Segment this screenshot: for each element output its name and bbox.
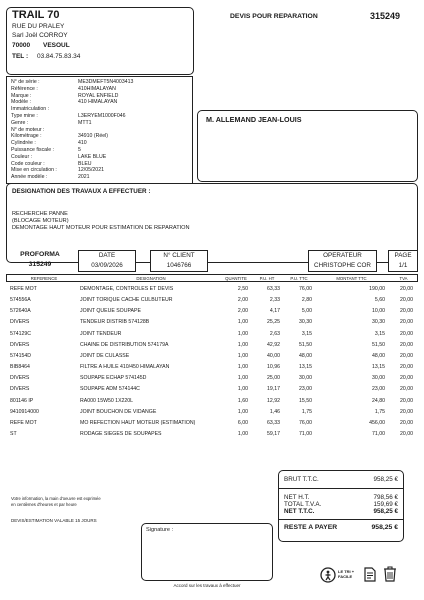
row-unit-price-ttc: 51,50: [299, 341, 312, 348]
row-quantity: 2,50: [237, 286, 248, 292]
row-unit-price-ht: 19,17: [267, 386, 280, 393]
total-vat-label: TOTAL T.V.A.: [284, 501, 322, 508]
row-unit-price-ht: 59,17: [267, 430, 280, 437]
row-reference: 9410914000: [10, 408, 39, 415]
company-postcode: 70000: [12, 42, 31, 49]
row-vat: 20,00: [400, 430, 413, 437]
vehicle-field-value: 2021: [78, 174, 90, 181]
row-designation: MO REFECTION HAUT MOTEUR (ESTIMATION): [80, 419, 196, 426]
table-row: [6, 429, 418, 439]
triman-icon: [320, 567, 336, 583]
row-unit-price-ttc: 1,75: [301, 408, 312, 415]
header-reference: REFERENCE: [30, 276, 58, 281]
row-vat: 20,00: [400, 375, 413, 382]
row-unit-price-ttc: 15,50: [299, 397, 312, 404]
totals-divider: [279, 488, 403, 489]
row-unit-price-ht: 25,00: [267, 375, 280, 382]
vehicle-field-value: 5: [78, 147, 81, 153]
row-unit-price-ttc: 76,00: [299, 286, 312, 292]
row-quantity: 1,00: [237, 319, 248, 326]
row-designation: DEMONTAGE, CONTROLES ET DEVIS: [80, 286, 174, 292]
row-unit-price-ht: 4,17: [269, 308, 280, 315]
row-unit-price-ht: 1,46: [269, 408, 280, 415]
row-amount-ttc: 1,75: [374, 408, 385, 415]
recycle-label: LE TRI + FACILE: [338, 569, 355, 579]
vehicle-field-label: N° de moteur :: [11, 126, 45, 133]
row-unit-price-ht: 10,96: [267, 364, 280, 371]
net-ttc-value: 958,25 €: [373, 508, 398, 515]
date-value: 03/09/2026: [91, 262, 123, 269]
row-designation: JOINT TENDEUR: [80, 330, 122, 337]
row-designation: JOINT TORIQUE CACHE CULBUTEUR: [80, 297, 173, 304]
row-reference: REFE MOT: [10, 286, 37, 292]
vehicle-field-label: Modèle :: [11, 99, 31, 106]
operator-value: CHRISTOPHE COR: [314, 262, 371, 269]
header-amount-ttc: MONTANT TTC: [336, 276, 367, 281]
row-amount-ttc: 48,00: [372, 352, 385, 359]
document-title: DEVIS POUR REPARATION: [230, 13, 318, 20]
designation-line: RECHERCHE PANNE: [12, 211, 68, 217]
total-vat-value: 159,69 €: [373, 501, 398, 508]
row-reference: DIVERS: [10, 386, 30, 393]
table-row: [6, 340, 418, 350]
row-amount-ttc: 190,00: [369, 286, 385, 292]
vehicle-field-value: BLEU: [78, 160, 92, 167]
row-quantity: 1,00: [237, 386, 248, 393]
company-tel: 03.84.75.83.34: [37, 53, 81, 60]
vehicle-field-label: Référence :: [11, 85, 38, 92]
row-designation: JOINT DE CULASSE: [80, 352, 130, 359]
operator-cell: [308, 250, 377, 272]
proforma-label: PROFORMA: [20, 251, 60, 258]
table-header: [6, 274, 418, 282]
row-vat: 20,00: [400, 352, 413, 359]
row-designation: RA000 15W50 1X220L: [80, 397, 134, 404]
row-quantity: 1,00: [237, 341, 248, 348]
company-address-box: [6, 7, 194, 75]
company-owner: Sarl Joël CORROY: [12, 32, 68, 39]
row-vat: 20,00: [400, 408, 413, 415]
row-reference: 574154D: [10, 352, 32, 359]
page-label: PAGE: [394, 252, 412, 259]
client-number-label: N° CLIENT: [163, 252, 195, 259]
row-vat: 20,00: [400, 286, 413, 292]
row-reference: 574129C: [10, 330, 32, 337]
header-quantity: QUANTITE: [225, 276, 247, 281]
row-reference: DIVERS: [10, 341, 30, 348]
vehicle-field-label: Kilométrage :: [11, 133, 42, 140]
table-row: [6, 295, 418, 305]
row-designation: SOUPAPE ECHAP 574145D: [80, 375, 147, 382]
table-row: [6, 284, 418, 294]
row-vat: 20,00: [400, 319, 413, 326]
row-designation: SOUPAPE ADM 574144C: [80, 386, 140, 393]
vehicle-field-value: 34910 (Réel): [78, 133, 108, 140]
vehicle-field-value: LAKE BLUE: [78, 153, 107, 160]
proforma-cell: [6, 250, 74, 272]
row-amount-ttc: 13,15: [372, 364, 385, 371]
row-designation: CHAINE DE DISTRIBUTION 574179A: [80, 341, 169, 348]
table-row: [6, 407, 418, 417]
row-unit-price-ttc: 5,00: [301, 308, 312, 315]
table-row: [6, 306, 418, 316]
row-amount-ttc: 30,00: [372, 375, 385, 382]
row-amount-ttc: 30,30: [372, 319, 385, 326]
row-quantity: 1,00: [237, 408, 248, 415]
brut-ttc-label: BRUT T.T.C.: [284, 476, 319, 483]
row-unit-price-ht: 63,33: [267, 286, 280, 292]
row-unit-price-ht: 40,00: [267, 352, 280, 359]
designation-line: (BLOCAGE MOTEUR): [12, 218, 69, 224]
row-designation: JOINT BOUCHON DE VIDANGE: [80, 408, 157, 415]
page-cell: [388, 250, 418, 272]
row-quantity: 1,00: [237, 352, 248, 359]
table-row: [6, 384, 418, 394]
vehicle-field-value: L3ERYEM1000F046: [78, 113, 126, 119]
row-vat: 20,00: [400, 330, 413, 337]
table-row: [6, 351, 418, 361]
company-tel-label: TEL :: [12, 53, 29, 60]
designation-line: DEMONTAGE HAUT MOTEUR POUR ESTIMATION DE REPARATION: [12, 225, 190, 231]
vehicle-field-label: Type mine :: [11, 113, 38, 119]
labour-note-line: Votre information, la main d'oeuvre est exprimée: [11, 496, 101, 501]
row-amount-ttc: 10,00: [372, 308, 385, 315]
row-amount-ttc: 456,00: [369, 419, 385, 426]
row-unit-price-ttc: 3,15: [301, 330, 312, 337]
labour-note-line: en centièmes d'heures et par heure: [11, 502, 77, 507]
row-amount-ttc: 3,15: [374, 330, 385, 337]
vehicle-field-value: 410: [78, 140, 87, 147]
vehicle-info-box: [6, 76, 193, 184]
row-vat: 20,00: [400, 397, 413, 404]
row-unit-price-ht: 2,33: [269, 297, 280, 304]
row-unit-price-ttc: 71,00: [299, 430, 312, 437]
row-designation: JOINT QUEUE SOUPAPE: [80, 308, 141, 315]
row-designation: RODAGE SIEGES DE SOUPAPES: [80, 430, 162, 437]
vehicle-field-label: Cylindrée :: [11, 140, 36, 147]
row-reference: BIB8464: [10, 364, 30, 371]
table-row: [6, 418, 418, 428]
vehicle-field-value: ME3DMEFT5N4003413: [78, 79, 134, 85]
vehicle-field-value: ROYAL ENFIELD: [78, 92, 119, 99]
date-label: DATE: [98, 252, 116, 259]
row-unit-price-ttc: 23,00: [299, 386, 312, 393]
row-unit-price-ttc: 30,30: [299, 319, 312, 326]
vehicle-field-label: Couleur :: [11, 153, 33, 160]
row-vat: 20,00: [400, 297, 413, 304]
row-reference: 801146 IP: [10, 397, 34, 404]
vehicle-field-label: Genre :: [11, 119, 29, 126]
row-amount-ttc: 23,00: [372, 386, 385, 393]
row-unit-price-ttc: 13,15: [299, 364, 312, 371]
net-ht-value: 798,56 €: [373, 494, 398, 501]
document-number: 315249: [370, 11, 401, 21]
vehicle-field-value: MTT1: [78, 119, 92, 126]
company-street: RUE DU PRALEY: [12, 23, 65, 30]
row-vat: 20,00: [400, 308, 413, 315]
row-unit-price-ht: 2,63: [269, 330, 280, 337]
row-designation: FILTRE A HUILE 410/450 HIMALAYAN: [80, 364, 170, 371]
balance-due-value: 958,25 €: [371, 524, 398, 531]
table-row: [6, 317, 418, 327]
operator-label: OPERATEUR: [323, 252, 362, 259]
totals-divider: [279, 519, 403, 520]
row-unit-price-ht: 42,92: [267, 341, 280, 348]
row-quantity: 1,00: [237, 430, 248, 437]
vehicle-field-value: 410 HIMALAYAN: [78, 99, 118, 106]
client-name: M. ALLEMAND JEAN-LOUIS: [206, 115, 302, 124]
row-amount-ttc: 5,60: [374, 297, 385, 304]
company-name: TRAIL 70: [12, 9, 60, 21]
row-vat: 20,00: [400, 341, 413, 348]
row-unit-price-ttc: 30,00: [299, 375, 312, 382]
header-designation: DESIGNATION: [136, 276, 166, 281]
client-number-cell: [150, 250, 208, 272]
header-unit-price-ttc: P.U. TTC: [290, 276, 308, 281]
row-unit-price-ht: 63,33: [267, 419, 280, 426]
row-reference: 572640A: [10, 308, 31, 315]
vehicle-field-label: Puissance fiscale :: [11, 147, 54, 153]
company-city: VESOUL: [43, 42, 70, 49]
balance-due-label: RESTE A PAYER: [284, 524, 338, 531]
row-quantity: 1,00: [237, 330, 248, 337]
row-quantity: 1,00: [237, 375, 248, 382]
client-address-box: [197, 110, 418, 182]
row-unit-price-ht: 12,92: [267, 397, 280, 404]
row-amount-ttc: 24,80: [372, 397, 385, 404]
header-vat: TVA: [399, 276, 408, 281]
row-quantity: 1,60: [237, 397, 248, 404]
row-unit-price-ttc: 76,00: [299, 419, 312, 426]
row-quantity: 6,00: [237, 419, 248, 426]
row-unit-price-ht: 25,25: [267, 319, 280, 326]
validity-note: DEVIS/ESTIMATION VALABLE 15 JOURS: [11, 518, 97, 523]
vehicle-field-label: Marque :: [11, 92, 32, 99]
net-ttc-label: NET T.T.C.: [284, 508, 315, 515]
table-row: [6, 329, 418, 339]
vehicle-field-label: N° de série :: [11, 79, 40, 85]
row-amount-ttc: 71,00: [372, 430, 385, 437]
table-row: [6, 396, 418, 406]
agreement-note: Accord sur les travaux à effectuer: [173, 583, 241, 588]
totals-box: [278, 470, 404, 542]
brut-ttc-value: 958,25 €: [373, 476, 398, 483]
row-quantity: 1,00: [237, 364, 248, 371]
date-cell: [78, 250, 136, 272]
row-reference: REFE MOT: [10, 419, 37, 426]
row-reference: DIVERS: [10, 375, 30, 382]
header-unit-price-ht: P.U. HT: [259, 276, 275, 281]
row-vat: 20,00: [400, 364, 413, 371]
signature-box: [141, 523, 273, 581]
proforma-number: 315249: [28, 261, 52, 268]
vehicle-field-value: 12/05/2021: [78, 167, 104, 174]
vehicle-field-label: Immatriculation :: [11, 106, 50, 113]
net-ht-label: NET H.T.: [284, 494, 310, 501]
table-row: [6, 373, 418, 383]
row-reference: 574556A: [10, 297, 31, 304]
row-unit-price-ttc: 48,00: [299, 352, 312, 359]
designation-heading: DESIGNATION DES TRAVAUX A EFFECTUER :: [12, 188, 151, 195]
recycling-bin-icon: [383, 565, 397, 583]
vehicle-field-label: Année modèle :: [11, 174, 48, 181]
page-value: 1/1: [398, 262, 408, 269]
table-row: [6, 362, 418, 372]
row-reference: ST: [10, 430, 17, 437]
row-quantity: 2,00: [237, 297, 248, 304]
vehicle-field-label: Mise en circulation :: [11, 167, 57, 174]
row-vat: 20,00: [400, 419, 413, 426]
paper-recycle-icon: [363, 566, 377, 583]
row-designation: TENDEUR DISTRIB 574128B: [80, 319, 150, 326]
row-vat: 20,00: [400, 386, 413, 393]
row-amount-ttc: 51,50: [372, 341, 385, 348]
row-unit-price-ttc: 2,80: [301, 297, 312, 304]
vehicle-field-value: 410HIMALAYAN: [78, 85, 116, 92]
row-quantity: 2,00: [237, 308, 248, 315]
row-reference: DIVERS: [10, 319, 30, 326]
vehicle-field-label: Code couleur :: [11, 160, 45, 167]
signature-label: Signature :: [146, 527, 174, 533]
client-number-value: 1046766: [166, 262, 192, 269]
